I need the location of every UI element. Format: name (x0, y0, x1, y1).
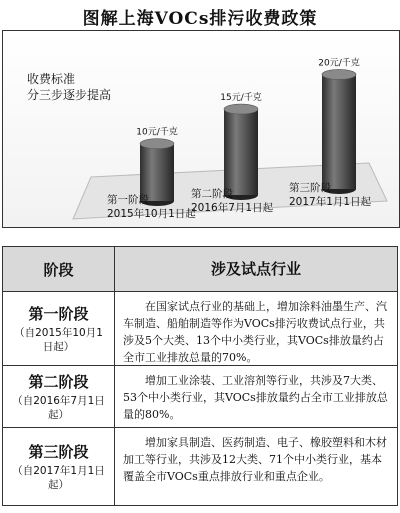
stage-description: 增加家具制造、医药制造、电子、橡胶塑料和木材加工等行业，共涉及12大类、71个中小类行业，基本覆盖全市VOCs重点排放行业和重点企业。 (123, 436, 387, 483)
chart-bars (107, 56, 372, 220)
bar (224, 109, 258, 195)
chart-subtitle-line-1: 收费标准 (27, 72, 76, 86)
stage-cell (3, 292, 115, 365)
stage-description: 在国家试点行业的基础上，增加涂料油墨生产、汽车制造、船舶制造等作为VOCs排污收费试点行业，共涉及5个大类、13个中小类行业，其VOCs排放量约占全市工业排放总量的70%。 (123, 300, 387, 364)
page-title: 图解上海VOCs排污收费政策 (82, 9, 318, 29)
bar (322, 74, 356, 189)
stage-date: （自2017年1月1日起） (12, 465, 105, 491)
category-label: 第三阶段 (289, 182, 331, 194)
stage-name: 第二阶段 (28, 373, 89, 391)
bar (140, 144, 174, 201)
bar-value-label: 15元/千克 (220, 93, 262, 104)
category-label: 第二阶段 (191, 188, 233, 200)
stage-cell (3, 366, 115, 427)
bar-chart (3, 31, 399, 227)
bar-value-label: 20元/千克 (318, 58, 360, 69)
table-row (3, 291, 397, 365)
stage-description: 增加工业涂装、工业溶剂等行业，共涉及7大类、53个中小类行业，其VOCs排放量约占全市工业排放总量的80%。 (123, 374, 388, 421)
industry-table (2, 246, 398, 506)
category-label: 第一阶段 (107, 194, 149, 206)
category-date-label: 2017年1月1日起 (289, 196, 372, 208)
bar-value-label: 10元/千克 (136, 127, 178, 138)
category-date-label: 2015年10月1日起 (107, 208, 196, 220)
stage-date: （自2015年10月1日起） (14, 327, 103, 353)
bar-top (140, 139, 174, 149)
stage-name: 第一阶段 (28, 305, 89, 323)
category-date-label: 2016年7月1日起 (191, 202, 274, 214)
bar-top (322, 69, 356, 79)
bar-top (224, 104, 258, 114)
table-row (3, 365, 397, 427)
stage-cell (3, 428, 115, 505)
header-industry: 涉及试点行业 (210, 259, 301, 278)
stage-name: 第三阶段 (28, 443, 89, 461)
stage-date: （自2016年7月1日起） (12, 395, 105, 421)
chart-panel (2, 30, 400, 228)
table-header-row (3, 247, 397, 291)
header-stage: 阶段 (3, 247, 115, 291)
table-row (3, 427, 397, 505)
chart-subtitle-line-2: 分三步逐步提高 (27, 88, 112, 102)
